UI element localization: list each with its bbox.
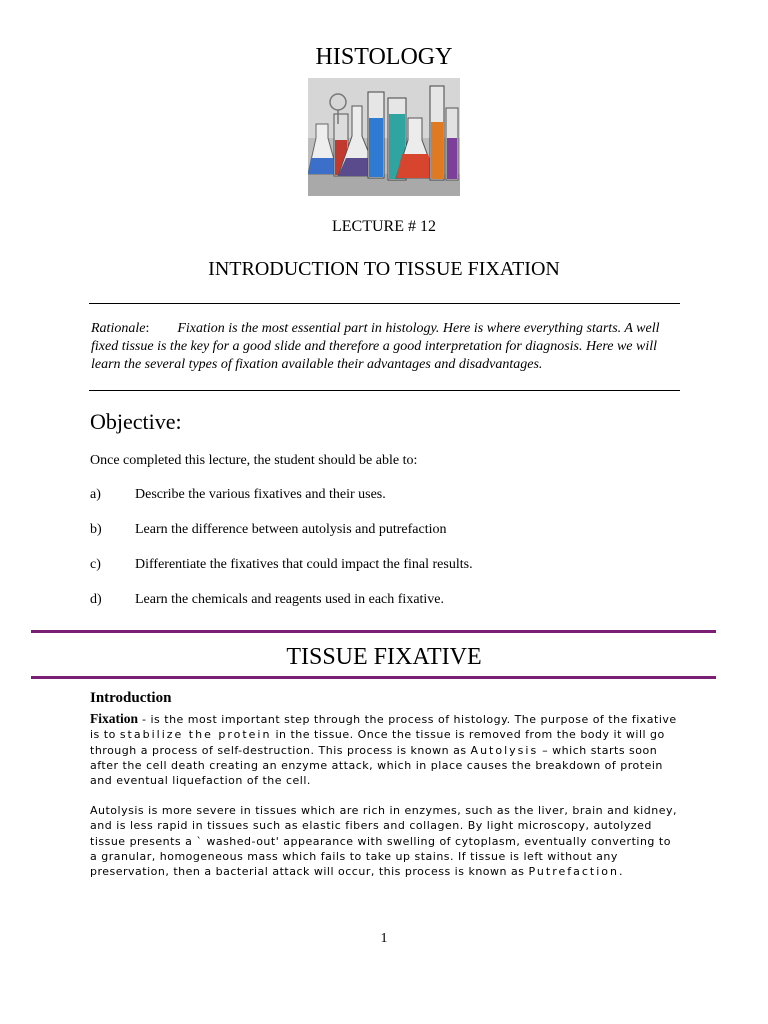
objective-item-letter: a) <box>90 487 101 502</box>
emphasis-text: Autolysis <box>470 743 539 757</box>
rationale-text: Fixation is the most essential part in histology. Here is where everything starts. A well fixed tissue is the key for a good slide and therefore a good interpretation for diagnosis. Here we will learn the several types of fixation available their advantages and disadvantages. <box>91 321 660 372</box>
rationale-colon: : <box>145 321 150 336</box>
objective-item-text: Describe the various fixatives and their uses. <box>135 487 386 502</box>
objective-item-letter: c) <box>90 557 101 572</box>
introduction-heading: Introduction <box>90 690 172 706</box>
horizontal-rule <box>89 303 680 304</box>
rationale-paragraph <box>91 320 683 374</box>
fixation-paragraph <box>90 711 680 788</box>
section-heading: TISSUE FIXATIVE <box>286 644 482 670</box>
section-divider <box>31 676 716 679</box>
lecture-title: INTRODUCTION TO TISSUE FIXATION <box>208 258 560 280</box>
objective-item-letter: d) <box>90 592 102 607</box>
autolysis-paragraph <box>90 803 680 879</box>
objective-intro: Once completed this lecture, the student should be able to: <box>90 453 418 468</box>
lab-glassware-illustration <box>308 78 460 196</box>
emphasis-text: Putrefaction <box>528 865 619 879</box>
objective-item-text: Differentiate the fixatives that could impact the final results. <box>135 557 473 572</box>
paragraph-text: Autolysis is more severe in tissues which are rich in enzymes, such as the liver, brain and kidney, and is less rapid in tissues such as elastic fibers and collagen. By light microscopy, autolyzed tissue presents a ` washed-out' appearance with swelling of cytoplasm, eventually converting to a granular, homogeneous mass which fails to take up stains. If tissue is left without any preservation, then a bacterial attack will occur, this process is known as <box>90 804 677 879</box>
paragraph-text: – which starts soon after the cell death creating an enzyme attack, which in place causes the breakdown of protein and eventual liquefaction of the cell. <box>90 743 663 788</box>
emphasis-text: stabilize the protein <box>119 728 272 742</box>
objective-heading: Objective: <box>90 409 182 434</box>
lab-glassware-image <box>308 78 460 196</box>
page-number: 1 <box>380 931 388 946</box>
objective-item-text: Learn the chemicals and reagents used in each fixative. <box>135 592 445 607</box>
paragraph-text: in the tissue. Once the tissue is removed from the body it will go through a process of self-destruction. This process is known as <box>90 728 665 757</box>
objective-item-letter: b) <box>90 522 102 537</box>
objective-item-text: Learn the difference between autolysis and putrefaction <box>135 522 447 537</box>
horizontal-rule <box>89 390 680 391</box>
paragraph-text: . <box>618 865 623 879</box>
lecture-number: LECTURE # 12 <box>332 218 436 235</box>
section-divider <box>31 630 716 633</box>
paragraph-text: - is the most important step through the process of histology. The purpose of the fixative is to <box>90 713 677 742</box>
rationale-label: Rationale <box>91 321 146 336</box>
fixation-term: Fixation <box>90 711 139 726</box>
document-title: HISTOLOGY <box>315 44 453 70</box>
